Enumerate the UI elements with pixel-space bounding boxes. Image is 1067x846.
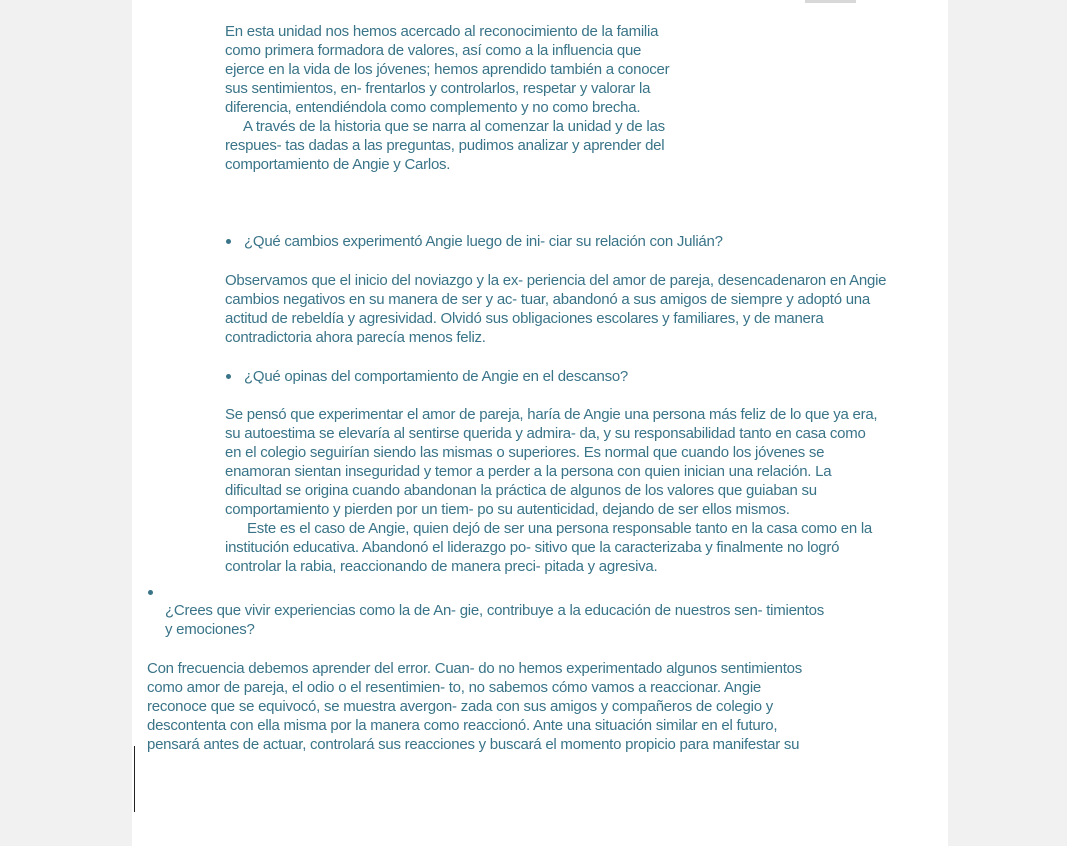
- text-line: comportamiento de Angie y Carlos.: [225, 156, 451, 173]
- text-line: diferencia, entendiéndola como complemento y no como brecha.: [225, 99, 641, 116]
- text-line: dificultad se origina cuando abandonan la práctica de algunos de los valores que guiaban su: [225, 482, 817, 499]
- text-line: Observamos que el inicio del noviazgo y la ex- periencia del amor de pareja, desencadenaron en Angie: [225, 272, 887, 289]
- text-line: En esta unidad nos hemos acercado al reconocimiento de la familia: [225, 23, 659, 40]
- text-line: sus sentimientos, en- frentarlos y controlarlos, respetar y valorar la: [225, 80, 651, 97]
- text-line: ejerce en la vida de los jóvenes; hemos aprendido también a conocer: [225, 61, 670, 78]
- text-line: reconoce que se equivocó, se muestra avergon- zada con sus amigos y compañeros de colegio y: [147, 698, 773, 715]
- text-line: cambios negativos en su manera de ser y ac- tuar, abandonó a sus amigos de siempre y adoptó una: [225, 291, 870, 308]
- text-line: en el colegio seguirían siendo las mismas o superiores. Es normal que cuando los jóvenes se: [225, 444, 825, 461]
- text-line: descontenta con ella misma por la manera como reaccionó. Ante una situación similar en el futuro,: [147, 717, 778, 734]
- text-line: pensará antes de actuar, controlará sus reacciones y buscará el momento propicio para manifestar su: [147, 736, 800, 753]
- bullet-icon: [226, 239, 231, 244]
- question-text: ¿Qué opinas del comportamiento de Angie en el descanso?: [244, 368, 629, 385]
- text-line: controlar la rabia, reaccionando de manera preci- pitada y agresiva.: [225, 558, 658, 575]
- text-line: como amor de pareja, el odio o el resentimien- to, no sabemos cómo vamos a reaccionar. Angie: [147, 679, 762, 696]
- question-text: ¿Crees que vivir experiencias como la de An- gie, contribuye a la educación de nuestros sen- timientos: [165, 602, 825, 619]
- text-line: su autoestima se elevaría al sentirse querida y admira- da, y su responsabilidad tanto en casa como: [225, 425, 866, 442]
- bullet-icon: [226, 374, 231, 379]
- text-line: comportamiento y pierden por un tiem- po su autenticidad, dejando de ser ellos mismos.: [225, 501, 790, 518]
- text-cursor: [134, 746, 135, 812]
- text-line: A través de la historia que se narra al comenzar la unidad y de las: [243, 118, 665, 135]
- text-line: como primera formadora de valores, así como a la influencia que: [225, 42, 642, 59]
- page-tab-marker: [805, 0, 856, 3]
- text-line: Con frecuencia debemos aprender del error. Cuan- do no hemos experimentado algunos sentimientos: [147, 660, 802, 677]
- text-line: Este es el caso de Angie, quien dejó de ser una persona responsable tanto en la casa como en la: [247, 520, 873, 537]
- question-text: y emociones?: [165, 621, 255, 638]
- text-line: institución educativa. Abandonó el liderazgo po- sitivo que la caracterizaba y finalmente no logró: [225, 539, 840, 556]
- text-line: Se pensó que experimentar el amor de pareja, haría de Angie una persona más feliz de lo que ya era,: [225, 406, 878, 423]
- text-line: respues- tas dadas a las preguntas, pudimos analizar y aprender del: [225, 137, 665, 154]
- text-line: enamoran sientan inseguridad y temor a perder a la persona con quien inician una relación. La: [225, 463, 832, 480]
- text-line: actitud de rebeldía y agresividad. Olvidó sus obligaciones escolares y familiares, y de manera: [225, 310, 824, 327]
- question-text: ¿Qué cambios experimentó Angie luego de ini- ciar su relación con Julián?: [244, 233, 723, 250]
- bullet-icon: [148, 590, 153, 595]
- text-line: contradictoria ahora parecía menos feliz.: [225, 329, 486, 346]
